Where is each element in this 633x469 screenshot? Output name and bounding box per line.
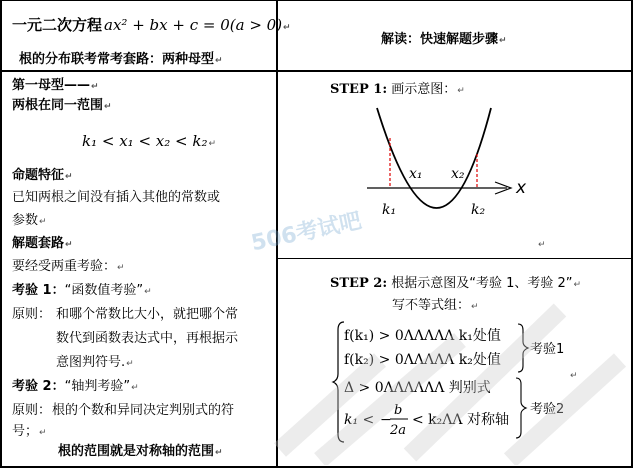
routine-intro-text: 要经受两重考验： [12,259,117,274]
test1-name: “函数值考验” [64,283,144,298]
feature-text-line2 [12,213,47,230]
paragraph-mark: ↵ [457,86,465,96]
table-border-bottom [0,466,633,468]
paragraph-mark: ↵ [471,302,479,312]
condition-axis-left: k₁ < [344,412,375,428]
test1-right-brace [518,324,528,372]
inequality-system [330,318,630,448]
condition-axis-frac-den: 2a [390,423,407,438]
paragraph-mark: ↵ [39,217,47,227]
feature-text-line1: 已知两根之间没有插入其他的常数或 [12,190,221,205]
header-subtitle-text: 根的分布联考常考套路：两种母型 [19,52,215,67]
test2-right-brace [516,378,526,438]
paragraph-mark: ↵ [215,448,223,458]
parabola-curve [377,108,491,208]
label-x1: x₁ [409,166,423,182]
step2-subheading [392,294,479,313]
label-x2: x₂ [451,166,465,182]
paragraph-mark: ↵ [570,371,578,381]
mother-type-text: 第一母型—— [12,78,91,93]
mother-type-heading [12,78,99,95]
paragraph-mark: ↵ [215,56,223,66]
case-title [12,98,112,115]
equation-prefix: 一元二次方程 [12,16,103,34]
test2-title [12,379,139,396]
paragraph-mark: ↵ [65,240,73,250]
test1-title [12,283,152,300]
label-k2: k₂ [471,202,486,218]
paragraph-mark: ↵ [573,280,582,290]
right-row-divider [277,258,632,259]
equation-title [12,14,291,35]
paragraph-mark: ↵ [39,428,47,438]
paragraph-mark: ↵ [131,383,139,393]
root-inequality [82,132,216,150]
feature-heading [12,168,73,185]
header-right-text: 解读：快速解题步骤 [381,32,499,47]
feature-heading-text: 命题特征 [12,168,65,183]
step2-text-line1: 根据示意图及“考验 1、考验 2” [391,276,573,291]
test1-label: 考验 1： [12,283,65,298]
watermark-text: 506考试吧 [249,208,364,257]
feature-text-line2-text: 参数 [12,213,39,228]
header-right-title [381,28,507,47]
paragraph-mark: ↵ [91,82,99,92]
paragraph-mark: ↵ [538,240,546,250]
test2-principle-line2 [12,424,47,441]
case-title-text: 两根在同一范围 [12,98,104,113]
condition-f-k2: f(k₂) > 0ΛΛΛΛΛ k₂处值 [344,352,501,368]
paragraph-mark: ↵ [283,23,291,33]
step1-heading [330,78,465,97]
system-left-brace [333,322,344,442]
test1-principle-line1: 和哪个常数比大小，就把哪个常 [56,307,239,322]
condition-axis-right: < k₂ΛΛ 对称轴 [412,412,509,428]
step1-label: STEP 1: [330,82,388,97]
test1-principle-line2: 数代到函数表达式中，再根据示 [56,331,239,346]
test2-label: 考验 2： [12,379,65,394]
conclusion-text: 根的范围就是对称轴的范围 [58,444,215,459]
step2-heading [330,272,581,291]
condition-axis-frac-num: b [394,403,403,418]
label-x: x [516,178,527,198]
test2-principle-label: 原则： [12,403,52,418]
root-inequality-text: k₁ < x₁ < x₂ < k₂ [82,132,208,150]
label-k1: k₁ [382,202,397,218]
paragraph-mark: ↵ [65,172,73,182]
step1-text: 画示意图： [391,82,457,97]
routine-heading [12,236,73,253]
test2-brace-label: 考验2 [530,402,565,417]
parabola-diagram [355,98,535,248]
test2-principle-line2-text: 号； [12,424,39,439]
step2-label: STEP 2: [330,276,388,291]
test1-brace-label: 考验1 [530,342,565,357]
test1-principle-line3 [56,355,134,372]
paragraph-mark: ↵ [144,287,152,297]
table-border-top [0,0,633,1]
condition-f-k1: f(k₁) > 0ΛΛΛΛΛ k₁处值 [344,328,501,344]
routine-intro [12,259,125,276]
routine-heading-text: 解题套路 [12,236,65,251]
conclusion [58,444,223,461]
paragraph-mark: ↵ [117,263,125,273]
test2-name: “轴判考验” [64,379,131,394]
equation-formula: ax² + bx + c = 0(a > 0) [104,16,283,34]
test1-principle-label: 原则： [12,307,52,322]
paragraph-mark: ↵ [208,139,217,149]
step2-text-line2: 写不等式组： [392,298,471,313]
condition-axis-minus: − [380,412,392,428]
condition-discriminant: Δ > 0ΛΛΛΛΛΛ 判别式 [344,380,491,396]
paragraph-mark: ↵ [104,102,112,112]
header-subtitle [19,48,223,67]
test1-principle-line3-text: 意图判符号. [56,355,126,370]
paragraph-mark: ↵ [126,359,134,369]
paragraph-mark: ↵ [499,36,507,46]
test2-principle-line1: 根的个数和异同决定判别式的符 [52,403,235,418]
header-divider [0,70,633,72]
